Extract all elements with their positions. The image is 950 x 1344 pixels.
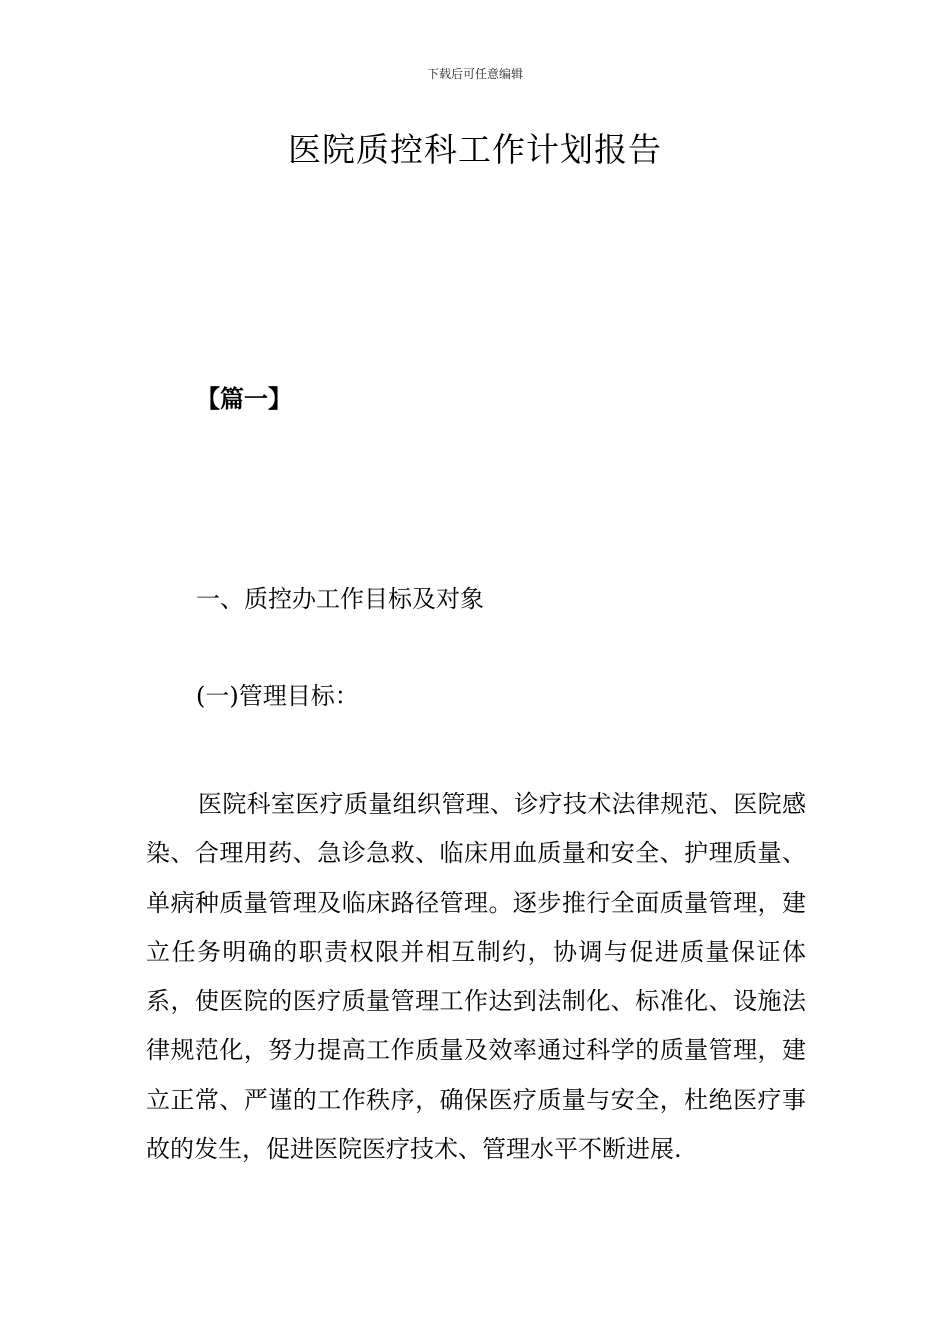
section-marker: 【篇一】 [196, 385, 292, 413]
header-note: 下载后可任意编辑 [426, 67, 523, 81]
document-title: 医院质控科工作计划报告 [288, 130, 662, 169]
body-paragraph: 医院科室医疗质量组织管理、诊疗技术法律规范、医院感染、合理用药、急诊急救、临床用血质量和安全、护理质量、单病种质量管理及临床路径管理。逐步推行全面质量管理，建立任务明确的职责权限并相互制约，协调与促进质量保证体系，使医院的医疗质量管理工作达到法制化、标准化、设施法律规范化，努力提高工作质量及效率通过科学的质量管理，建立正常、严谨的工作秩序，确保医疗质量与安全，杜绝医疗事故的发生，促进医院医疗技术、管理水平不断进展. [146, 790, 806, 1164]
subsection-heading: (一)管理目标： [196, 682, 359, 710]
section-heading: 一、质控办工作目标及对象 [196, 585, 484, 613]
